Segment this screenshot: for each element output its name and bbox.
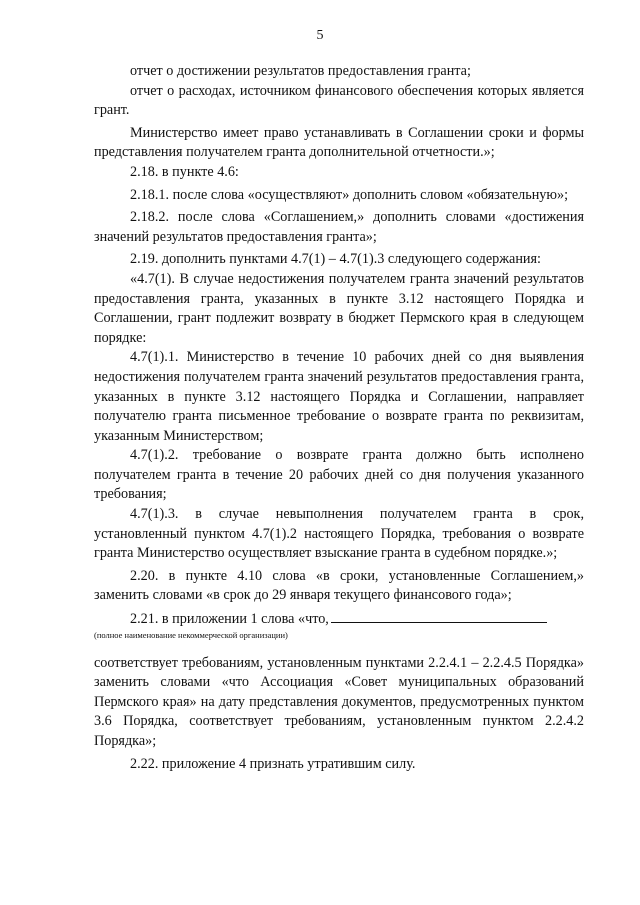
page-number: 5 — [316, 28, 324, 43]
paragraph-report-results: отчет о достижении результатов предоставления гранта; — [130, 63, 471, 79]
paragraph-item-2-18-2: 2.18.2. после слова «Соглашением,» дополнить словами «достижения значений результатов предоставления гранта»; — [94, 209, 584, 245]
paragraph-item-4-7-1-3: 4.7(1).3. в случае невыполнения получателем гранта в срок, установленный пунктом 4.7(1).2 настоящего Порядка, требования о возврате гранта Министерство осуществляет взыскание гранта в судебном порядке.»; — [94, 506, 584, 562]
paragraph-ministry-right: Министерство имеет право устанавливать в Соглашении сроки и формы представления получателем гранта дополнительной отчетности.»; — [94, 124, 584, 161]
paragraph-item-2-18: 2.18. в пункте 4.6: — [130, 163, 239, 180]
paragraph-item-2-19: 2.19. дополнить пунктами 4.7(1) – 4.7(1).3 следующего содержания: — [130, 251, 541, 268]
paragraph-report-expenses: отчет о расходах, источником финансового обеспечения которых является грант. — [94, 82, 584, 119]
paragraph-item-4-7-1-1: 4.7(1).1. Министерство в течение 10 рабочих дней со дня выявления недостижения получателем гранта значений результатов предоставления гранта, указанных в пункте 3.12 настоящего Порядка и Соглашении, направляет получателю гранта письменное требование о возврате гранта по реквизитам, указанным Министерством; — [94, 349, 584, 444]
item-2-21-text: 2.21. в приложении 1 слова «что, — [130, 611, 329, 628]
document-body — [94, 62, 584, 774]
paragraph-item-2-18-1: 2.18.1. после слова «осуществляют» дополнить словом «обязательную»; — [130, 186, 569, 203]
paragraph-item-2-22: 2.22. приложение 4 признать утратившим силу. — [130, 755, 416, 772]
paragraph-item-4-7-1: «4.7(1). В случае недостижения получателем гранта значений результатов предоставления гранта, указанных в пункте 3.12 настоящего Порядка и Соглашении, грант подлежит возврату в бюджет Пермского края в следующем порядке: — [94, 270, 584, 346]
paragraph-item-4-7-1-2: 4.7(1).2. требование о возврате гранта должно быть исполнено получателем гранта в течение 20 рабочих дней со дня получения указанного требования; — [94, 447, 584, 503]
blank-field-line — [331, 608, 547, 623]
paragraph-item-2-20: 2.20. в пункте 4.10 слова «в сроки, установленные Соглашением,» заменить словами «в срок до 29 января текущего финансового года»; — [94, 567, 584, 604]
paragraph-item-2-21-continuation: соответствует требованиям, установленным пунктами 2.2.4.1 – 2.2.4.5 Порядка» заменить словами «что Ассоциация «Совет муниципальных образований Пермского края» на дату представления документов, предусмотренных пунктом 3.6 Порядка, соответствует требованиям, установленным пунктом 2.2.4.2 Порядка»; — [94, 654, 584, 749]
paragraph-item-2-21 — [94, 608, 584, 630]
blank-field-caption: (полное наименование некоммерческой организации) — [94, 629, 288, 640]
